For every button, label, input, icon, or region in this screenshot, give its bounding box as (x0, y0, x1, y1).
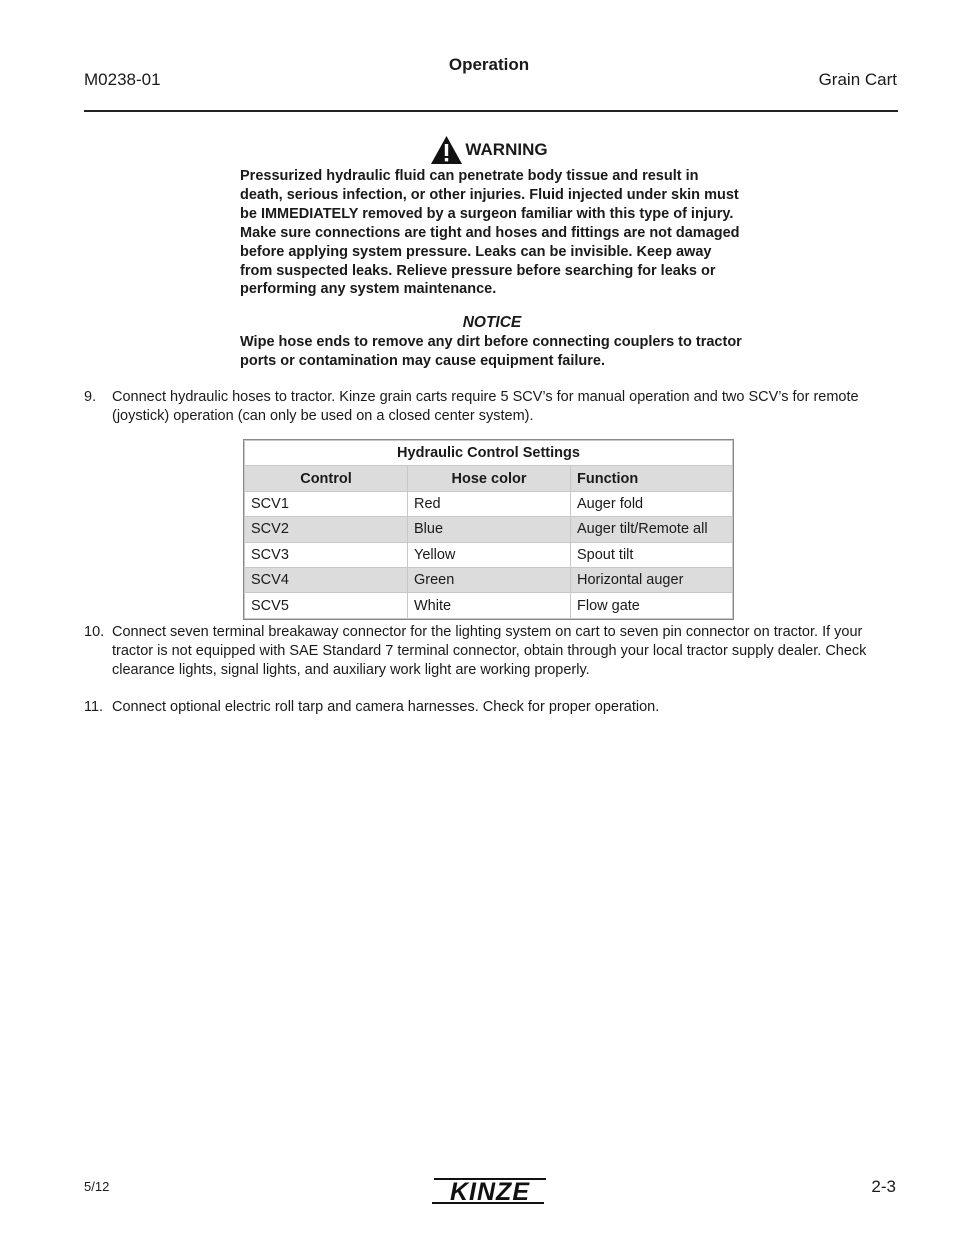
warning-title: WARNING (465, 140, 548, 159)
column-header-function: Function (571, 466, 733, 491)
table-row (245, 517, 733, 542)
table-cell: Spout tilt (571, 542, 733, 567)
table-cell: SCV1 (245, 491, 408, 516)
step-text: Connect optional electric roll tarp and camera harnesses. Check for proper operation. (112, 699, 660, 715)
table-row (245, 567, 733, 592)
table-cell: SCV5 (245, 593, 408, 618)
page-number: 2-3 (871, 1177, 896, 1196)
step-number: 9. (84, 389, 97, 405)
table-row (245, 593, 733, 618)
table-title-row (245, 441, 733, 466)
table-cell: SCV2 (245, 517, 408, 542)
section-title: Operation (448, 55, 530, 74)
step-text: Connect seven terminal breakaway connector for the lighting system on cart to seven pin connector on tractor. If your tractor is not equipped with SAE Standard 7 terminal connector, obtain through your local tractor supply dealer. Check clearance lights, signal lights, and auxiliary work light are working properly. (112, 624, 867, 678)
table-cell: Yellow (408, 542, 571, 567)
table-cell: Flow gate (571, 593, 733, 618)
column-header-hose-color: Hose color (408, 466, 571, 491)
column-header-control: Control (245, 466, 408, 491)
step-9 (84, 388, 884, 426)
table-cell: Auger fold (571, 491, 733, 516)
table-cell: SCV3 (245, 542, 408, 567)
warning-heading (0, 135, 954, 165)
hydraulic-control-table (244, 440, 733, 619)
warning-text: Pressurized hydraulic fluid can penetrate body tissue and result in death, serious infection, or other injuries. Fluid injected under skin must be IMMEDIATELY removed by a surgeon familiar with this type of injury. Make sure connections are tight and hoses and fittings are not damaged before applying system pressure. Leaks can be invisible. Keep away from suspected leaks. Relieve pressure before searching for leaks or performing any system maintenance. (240, 168, 740, 298)
notice-title: NOTICE (462, 314, 522, 331)
revision-date: 5/12 (84, 1179, 110, 1194)
step-text: Connect hydraulic hoses to tractor. Kinze grain carts require 5 SCV’s for manual operation and two SCV’s for remote (joystick) operation (can only be used on a closed center system). (112, 389, 859, 424)
kinze-logo (430, 1175, 550, 1207)
step-number: 10. (84, 624, 105, 640)
table-cell: White (408, 593, 571, 618)
warning-triangle-icon (430, 135, 463, 165)
step-10 (84, 623, 884, 680)
table-cell: SCV4 (245, 567, 408, 592)
header-divider (84, 110, 898, 112)
step-11 (84, 698, 884, 717)
step-number: 11. (84, 699, 104, 715)
product-name: Grain Cart (818, 70, 897, 89)
table-header-row (245, 466, 733, 491)
table-cell: Green (408, 567, 571, 592)
table-row (245, 542, 733, 567)
table-title: Hydraulic Control Settings (245, 441, 733, 466)
table-cell: Auger tilt/Remote all (571, 517, 733, 542)
logo-text: KINZE (450, 1178, 530, 1206)
table-cell: Red (408, 491, 571, 516)
table-cell: Horizontal auger (571, 567, 733, 592)
table-cell: Blue (408, 517, 571, 542)
doc-number: M0238-01 (84, 70, 161, 89)
table-row (245, 491, 733, 516)
notice-text: Wipe hose ends to remove any dirt before connecting couplers to tractor ports or contamination may cause equipment failure. (240, 334, 742, 369)
